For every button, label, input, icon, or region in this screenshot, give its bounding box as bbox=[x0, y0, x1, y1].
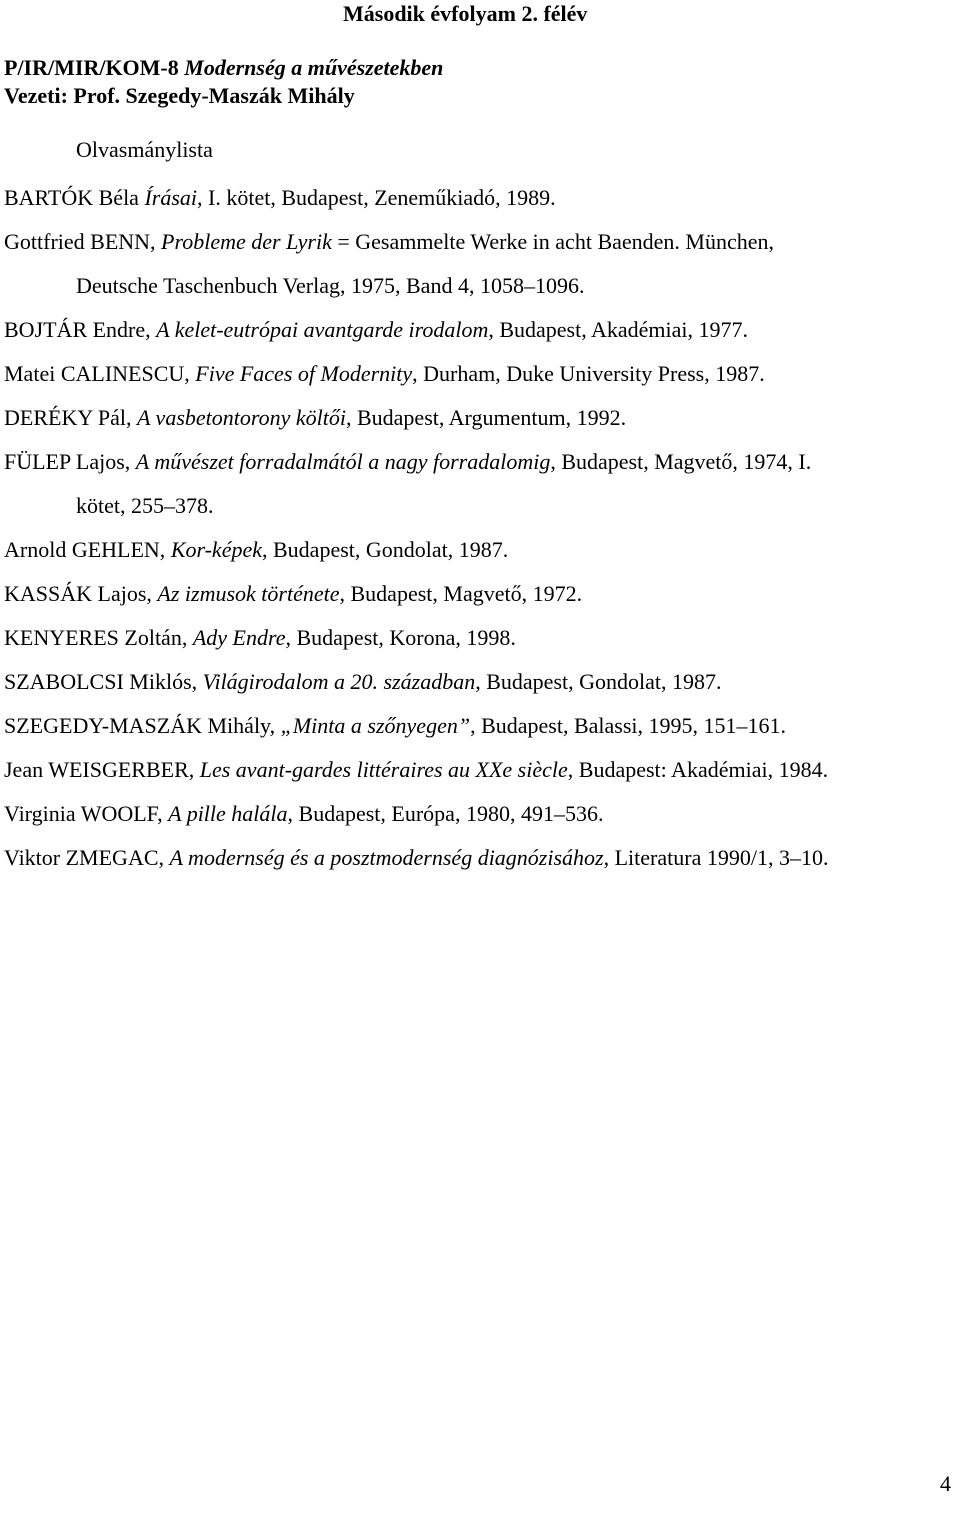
entry-title: A vasbetontorony költői bbox=[137, 405, 346, 430]
reading-list bbox=[4, 176, 956, 880]
entry-title: Ady Endre bbox=[192, 625, 286, 650]
entry-author: KENYERES Zoltán, bbox=[4, 625, 193, 650]
entry-title: Világirodalom a 20. században bbox=[202, 669, 476, 694]
course-code-line bbox=[4, 54, 443, 82]
entry-title: A művészet forradalmától a nagy forradalomig bbox=[135, 449, 551, 474]
entry-publication: , Budapest, Magvető, 1974, I. bbox=[550, 449, 812, 474]
page-number: 4 bbox=[940, 1471, 951, 1496]
entry-author: Virginia WOOLF, bbox=[4, 801, 169, 826]
course-code: P/IR/MIR/KOM-8 bbox=[4, 55, 179, 80]
reading-list-entry bbox=[4, 616, 956, 660]
entry-publication: , Budapest, Argumentum, 1992. bbox=[345, 405, 627, 430]
entry-publication: , Budapest, Korona, 1998. bbox=[285, 625, 516, 650]
entry-author: SZEGEDY-MASZÁK Mihály, bbox=[4, 713, 281, 738]
entry-author: Gottfried BENN, bbox=[4, 229, 162, 254]
entry-author: KASSÁK Lajos, bbox=[4, 581, 158, 606]
reading-list-entry bbox=[4, 836, 956, 880]
reading-list-entry bbox=[4, 792, 956, 836]
entry-title: Az izmusok története bbox=[157, 581, 340, 606]
entry-author: Jean WEISGERBER, bbox=[4, 757, 200, 782]
entry-author: BARTÓK Béla bbox=[4, 185, 145, 210]
entry-publication: , Budapest, Magvető, 1972. bbox=[339, 581, 583, 606]
entry-title: A modernség és a posztmodernség diagnózisához bbox=[169, 845, 604, 870]
reading-list-title: Olvasmánylista bbox=[76, 137, 213, 162]
entry-title: A pille halála bbox=[168, 801, 288, 826]
course-title: Modernség a művészetekben bbox=[184, 55, 444, 80]
entry-title: Írásai bbox=[144, 185, 198, 210]
entry-author: FÜLEP Lajos, bbox=[4, 449, 136, 474]
reading-list-entry bbox=[4, 440, 956, 528]
entry-publication: , Budapest, Európa, 1980, 491–536. bbox=[287, 801, 604, 826]
reading-list-entry bbox=[4, 748, 956, 792]
entry-author: BOJTÁR Endre, bbox=[4, 317, 157, 342]
entry-publication: , I. kötet, Budapest, Zeneműkiadó, 1989. bbox=[197, 185, 556, 210]
semester-heading: Második évfolyam 2. félév bbox=[343, 1, 588, 26]
entry-publication: , Durham, Duke University Press, 1987. bbox=[412, 361, 765, 386]
reading-list-entry bbox=[4, 660, 956, 704]
reading-list-entry bbox=[4, 176, 956, 220]
lecturer-line: Vezeti: Prof. Szegedy-Maszák Mihály bbox=[4, 83, 355, 108]
entry-continuation: Deutsche Taschenbuch Verlag, 1975, Band 4, 1058–1096. bbox=[76, 273, 585, 298]
entry-title: Kor-képek bbox=[170, 537, 262, 562]
entry-publication: , Budapest, Balassi, 1995, 151–161. bbox=[470, 713, 787, 738]
entry-author: Arnold GEHLEN, bbox=[4, 537, 171, 562]
reading-list-entry bbox=[4, 352, 956, 396]
entry-author: Viktor ZMEGAC, bbox=[4, 845, 170, 870]
reading-list-entry bbox=[4, 704, 956, 748]
entry-publication: , Budapest, Gondolat, 1987. bbox=[475, 669, 722, 694]
entry-publication: = Gesammelte Werke in acht Baenden. München, bbox=[331, 229, 774, 254]
reading-list-entry bbox=[4, 572, 956, 616]
entry-publication: , Budapest, Gondolat, 1987. bbox=[262, 537, 509, 562]
entry-title: A kelet-eutrópai avantgarde irodalom bbox=[156, 317, 489, 342]
entry-publication: , Budapest: Akadémiai, 1984. bbox=[567, 757, 829, 782]
entry-title: Probleme der Lyrik bbox=[161, 229, 332, 254]
entry-title: Five Faces of Modernity bbox=[195, 361, 413, 386]
entry-author: Matei CALINESCU, bbox=[4, 361, 196, 386]
entry-author: DERÉKY Pál, bbox=[4, 405, 138, 430]
entry-title: Les avant-gardes littéraires au XXe siècle bbox=[199, 757, 568, 782]
entry-publication: , Literatura 1990/1, 3–10. bbox=[603, 845, 829, 870]
reading-list-entry bbox=[4, 308, 956, 352]
reading-list-entry bbox=[4, 220, 956, 308]
entry-title: „Minta a szőnyegen” bbox=[280, 713, 471, 738]
entry-author: SZABOLCSI Miklós, bbox=[4, 669, 203, 694]
entry-publication: , Budapest, Akadémiai, 1977. bbox=[488, 317, 749, 342]
entry-continuation: kötet, 255–378. bbox=[76, 493, 214, 518]
reading-list-entry bbox=[4, 396, 956, 440]
reading-list-entry bbox=[4, 528, 956, 572]
